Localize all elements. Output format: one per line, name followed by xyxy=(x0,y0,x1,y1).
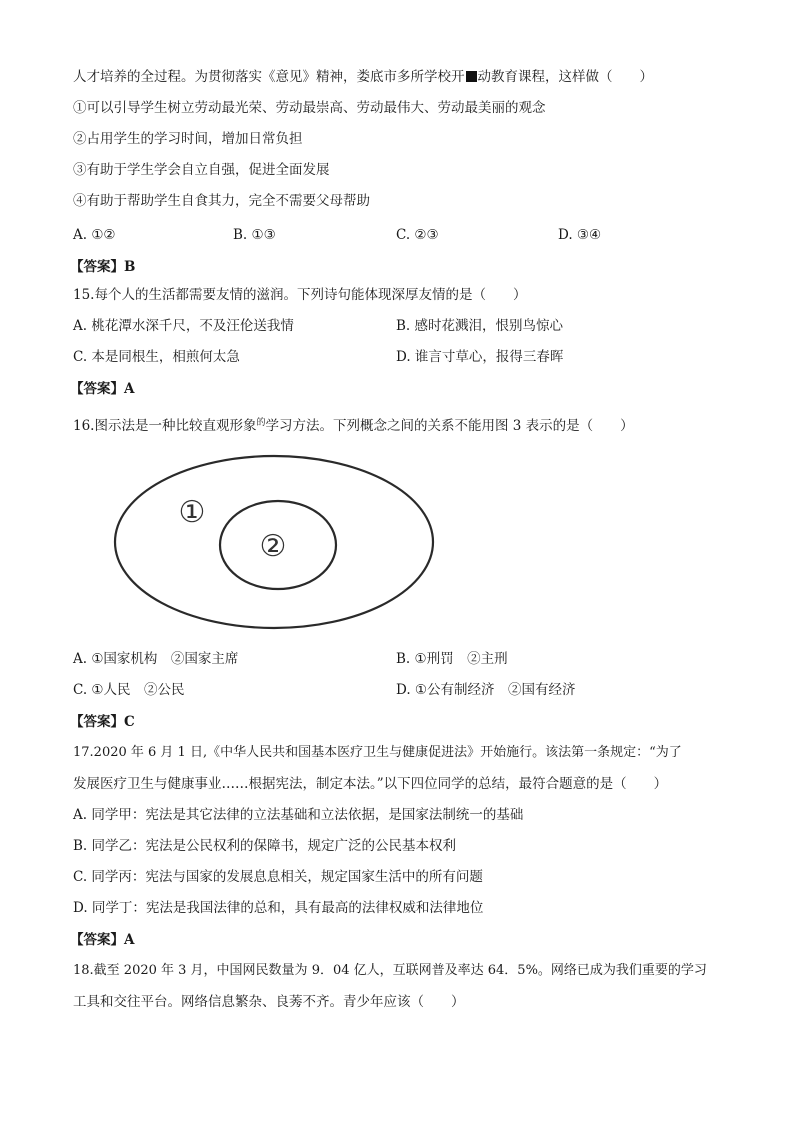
q16-option-b: B. ①刑罚 ②主刑 xyxy=(396,651,508,667)
inner-label: ② xyxy=(259,529,287,564)
q14-answer: 【答案】B xyxy=(70,259,136,275)
q14-item-2: ②占用学生的学习时间，增加日常负担 xyxy=(73,131,303,147)
q14-item-4: ④有助于帮助学生自食其力，完全不需要父母帮助 xyxy=(73,193,370,209)
q16-stem xyxy=(73,413,634,436)
q18-stem-line-1: 18.截至 2020 年 3 月，中国网民数量为 9．04 亿人，互联网普及率达 64．5%。网络已成为我们重要的学习 xyxy=(73,963,707,978)
q15-stem: 15.每个人的生活都需要友情的滋润。下列诗句能体现深厚友情的是（ ） xyxy=(73,287,527,303)
q16-option-a: A. ①国家机构 ②国家主席 xyxy=(73,651,239,667)
q17-stem-line-2: 发展医疗卫生与健康事业……根据宪法，制定本法。”以下四位同学的总结，最符合题意的是（ ） xyxy=(73,776,668,792)
q17-option-c: C. 同学丙：宪法与国家的发展息息相关，规定国家生活中的所有问题 xyxy=(73,869,483,885)
q14-option-d: D. ③④ xyxy=(558,227,602,243)
q17-option-a: A. 同学甲：宪法是其它法律的立法基础和立法依据，是国家法制统一的基础 xyxy=(73,807,524,823)
nested-ellipse-diagram xyxy=(112,452,442,632)
q14-option-c: C. ②③ xyxy=(396,227,439,243)
q16-option-c: C. ①人民 ②公民 xyxy=(73,682,185,698)
q14-stem-part-a: 人才培养的全过程。为贯彻落实《意见》精神，娄底市多所学校开 xyxy=(73,69,465,85)
q17-answer: 【答案】A xyxy=(70,932,135,948)
q14-item-3: ③有助于学生学会自立自强，促进全面发展 xyxy=(73,162,330,178)
q16-option-d: D. ①公有制经济 ②国有经济 xyxy=(396,682,576,698)
q14-stem xyxy=(73,67,653,87)
q15-option-a: A. 桃花潭水深千尺，不及汪伦送我情 xyxy=(73,318,294,334)
q15-option-d: D. 谁言寸草心，报得三春晖 xyxy=(396,349,564,365)
q15-option-c: C. 本是同根生，相煎何太急 xyxy=(73,349,240,365)
q15-option-b: B. 感时花溅泪，恨别鸟惊心 xyxy=(396,318,564,334)
redaction-block xyxy=(466,71,477,82)
q14-stem-part-b: 动教育课程，这样做（ ） xyxy=(477,69,653,85)
q15-answer: 【答案】A xyxy=(70,381,135,397)
q16-answer: 【答案】C xyxy=(70,714,135,730)
q17-option-d: D. 同学丁：宪法是我国法律的总和，具有最高的法律权威和法律地位 xyxy=(73,900,484,916)
q18-stem-line-2: 工具和交往平台。网络信息繁杂、良莠不齐。青少年应该（ ） xyxy=(73,994,465,1010)
q16-stem-part-a: 16.图示法是一种比较直观形象 xyxy=(73,418,257,434)
q14-item-1: ①可以引导学生树立劳动最光荣、劳动最崇高、劳动最伟大、劳动最美丽的观念 xyxy=(73,100,546,116)
q17-stem-line-1: 17.2020 年 6 月 1 日,《中华人民共和国基本医疗卫生与健康促进法》开始施行。该法第一条规定：“为了 xyxy=(73,745,682,760)
q16-stem-part-b: 学习方法。下列概念之间的关系不能用图 3 表示的是（ ） xyxy=(265,418,634,434)
outer-label: ① xyxy=(178,495,206,530)
q14-option-a: A. ①② xyxy=(73,227,116,243)
q16-stem-sup: 的 xyxy=(256,418,266,428)
q17-option-b: B. 同学乙：宪法是公民权利的保障书，规定广泛的公民基本权利 xyxy=(73,838,457,854)
q14-option-b: B. ①③ xyxy=(233,227,276,243)
